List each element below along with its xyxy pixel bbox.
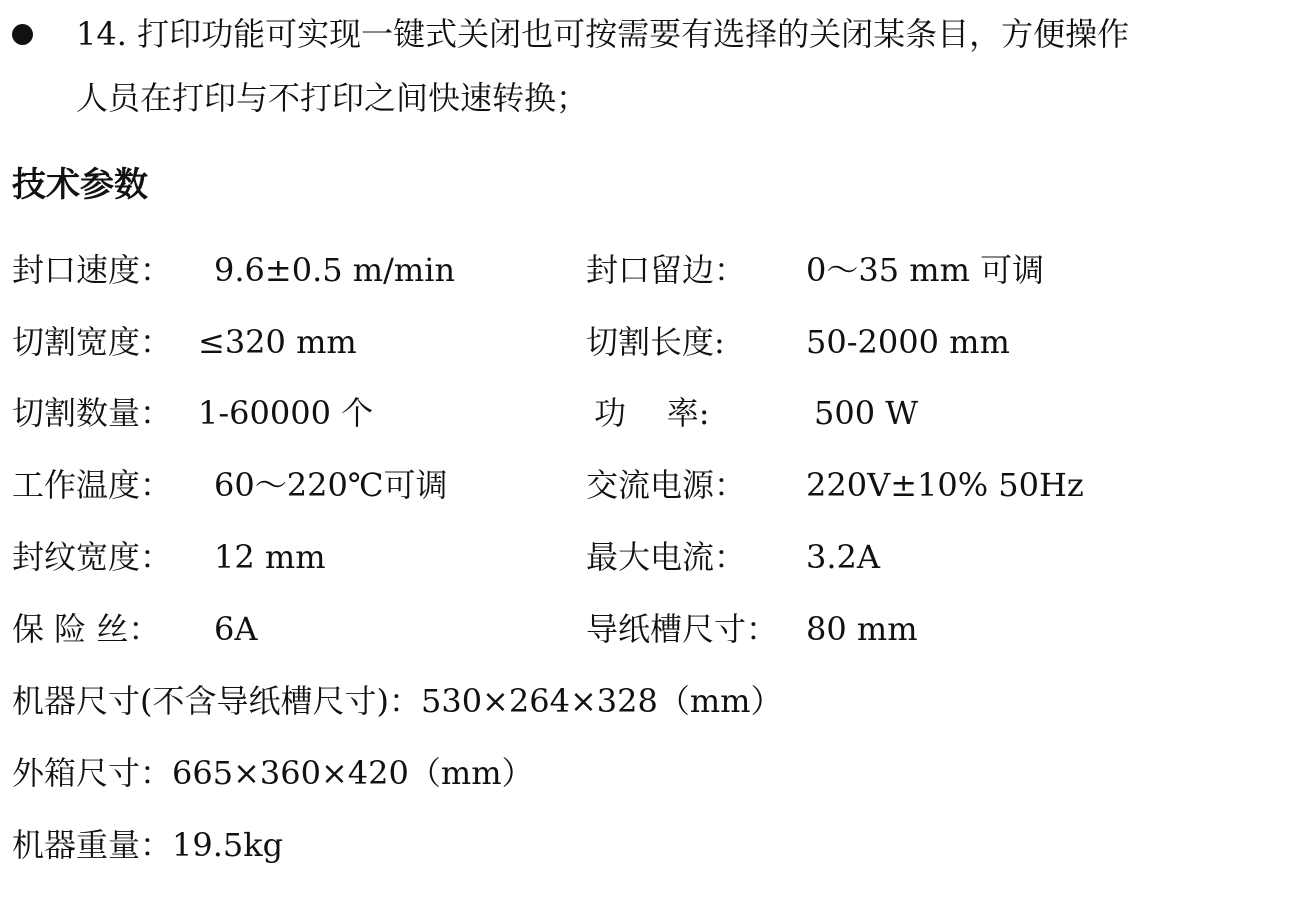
spec-value: ≤320 mm	[198, 323, 357, 361]
bullet-text-line-2: 人员在打印与不打印之间快速转换；	[76, 79, 589, 117]
spec-label: 封口留边：	[586, 251, 747, 289]
bullet-text-line-1: 14. 打印功能可实现一键式关闭也可按需要有选择的关闭某条目，方便操作	[76, 15, 1130, 53]
spec-label: 切割数量：	[12, 394, 173, 432]
spec-value: 6A	[214, 610, 258, 648]
spec-value: 0～35 mm 可调	[806, 251, 1045, 289]
spec-label: 切割长度:	[586, 323, 725, 361]
spec-value: 1-60000 个	[198, 394, 374, 432]
spec-value: 80 mm	[806, 610, 918, 648]
spec-value: 50-2000 mm	[806, 323, 1010, 361]
spec-value: 500 W	[814, 394, 919, 432]
spec-label: 导纸槽尺寸：	[586, 610, 779, 648]
spec-label: 封口速度：	[12, 251, 173, 289]
spec-label: 最大电流：	[586, 538, 747, 576]
spec-label: 封纹宽度：	[12, 538, 173, 576]
spec-value: 12 mm	[214, 538, 326, 576]
machine-weight-line: 机器重量：19.5kg	[12, 826, 284, 864]
spec-value: 3.2A	[806, 538, 880, 576]
spec-label: 保 险 丝：	[12, 610, 161, 648]
spec-label: 功 率:	[594, 394, 710, 432]
section-heading: 技术参数	[12, 165, 148, 205]
box-size-line: 外箱尺寸：665×360×420（mm）	[12, 754, 534, 792]
spec-value: 60～220℃可调	[214, 466, 448, 504]
spec-value: 220V±10% 50Hz	[806, 466, 1084, 504]
bullet-dot	[12, 24, 33, 45]
spec-label: 切割宽度：	[12, 323, 173, 361]
spec-label: 交流电源：	[586, 466, 747, 504]
spec-value: 9.6±0.5 m/min	[214, 251, 456, 289]
machine-size-line: 机器尺寸(不含导纸槽尺寸)：530×264×328（mm）	[12, 682, 783, 720]
spec-label: 工作温度：	[12, 466, 173, 504]
